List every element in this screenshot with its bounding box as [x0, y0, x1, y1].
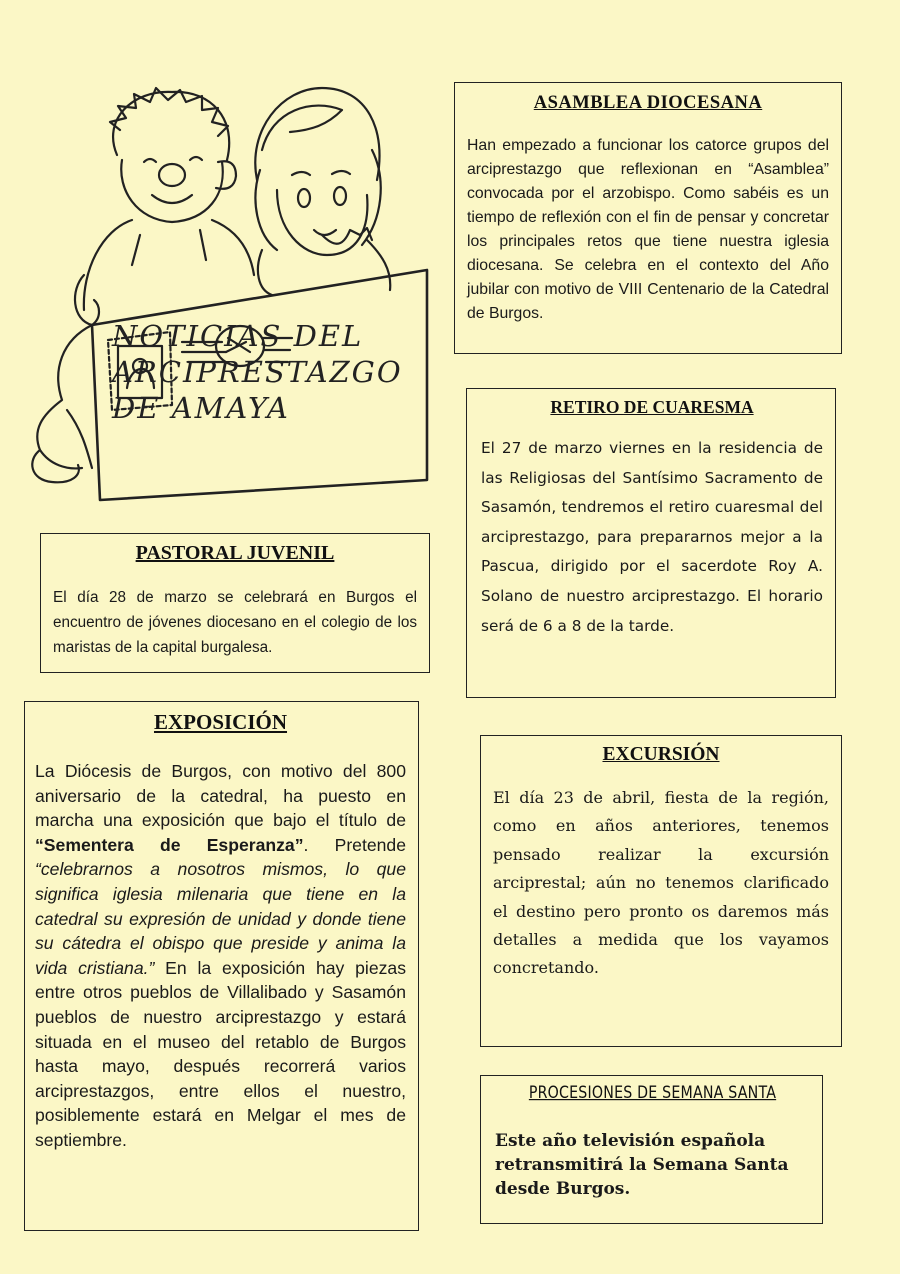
excursion-box	[480, 735, 842, 1047]
title-line-3: DE AMAYA	[112, 391, 290, 425]
asamblea-title: ASAMBLEA DIOCESANA	[533, 93, 763, 113]
procesiones-title: PROCESIONES DE SEMANA SANTA	[528, 1083, 777, 1103]
newsletter-title	[112, 318, 442, 426]
excursion-title: EXCURSIÓN	[602, 744, 720, 765]
procesiones-body: Este año televisión española retransmitirá la Semana Santa desde Burgos.	[495, 1131, 789, 1199]
exposicion-exhibit-title: “Sementera de Esperanza”	[35, 834, 304, 855]
pastoral-title: PASTORAL JUVENIL	[135, 542, 335, 564]
pastoral-body: El día 28 de marzo se celebrará en Burgos el encuentro de jóvenes diocesano en el colegio de los maristas de la capital burgalesa.	[53, 589, 417, 656]
asamblea-box	[454, 82, 842, 354]
exposicion-box	[24, 701, 419, 1231]
exposicion-title: EXPOSICIÓN	[153, 710, 288, 734]
exposicion-quote: “celebrarnos a nosotros mismos, lo que significa iglesia milenaria que tiene en la catedral su expresión de unidad y donde tiene su cátedra el obispo que preside y anima la vida cristiana.”	[35, 859, 406, 978]
masthead-illustration	[22, 70, 442, 510]
excursion-body: El día 23 de abril, fiesta de la región, como en años anteriores, tenemos pensado realizar la excursión arciprestal; aún no tenemos clarificado el destino pero pronto os daremos más detalles a medida que los vayamos concretando.	[493, 788, 829, 978]
retiro-title: RETIRO DE CUARESMA	[550, 397, 754, 417]
title-line-1: NOTICIAS DEL	[112, 319, 364, 353]
exposicion-text-3: En la exposición hay piezas entre otros pueblos de Villalibado y Sasamón pueblos de nuestro arciprestazgo y estará situada en el museo del retablo de Burgos hasta mayo, después recorrerá varios arciprestazgos, entre ellos el nuestro, posiblemente estará en Melgar el mes de septiembre.	[35, 957, 406, 1150]
retiro-box	[466, 388, 836, 698]
retiro-body: El 27 de marzo viernes en la residencia de las Religiosas del Santísimo Sacramento de Sasamón, tendremos el retiro cuaresmal del arciprestazgo, para prepararnos mejor a la Pascua, dirigido por el sacerdote Roy A. Solano de nuestro arciprestazgo. El horario será de 6 a 8 de la tarde.	[481, 439, 823, 635]
pastoral-box	[40, 533, 430, 673]
children-holding-sign-icon	[22, 70, 442, 510]
exposicion-text-2: . Pretende	[303, 834, 406, 855]
exposicion-body	[35, 759, 406, 1153]
exposicion-text-1: La Diócesis de Burgos, con motivo del 800 aniversario de la catedral, ha puesto en marcha una exposición que bajo el título de	[35, 761, 406, 831]
asamblea-body: Han empezado a funcionar los catorce grupos del arciprestazgo que reflexionan en “Asamblea” convocada por el arzobispo. Como sabéis es un tiempo de reflexión con el fin de pensar y concretar los principales retos que tiene nuestra iglesia diocesana. Se celebra en el contexto del Año jubilar con motivo de VIII Centenario de la Catedral de Burgos.	[467, 137, 829, 322]
title-line-2: ARCIPRESTAZGO	[112, 355, 403, 389]
procesiones-box	[480, 1075, 823, 1224]
